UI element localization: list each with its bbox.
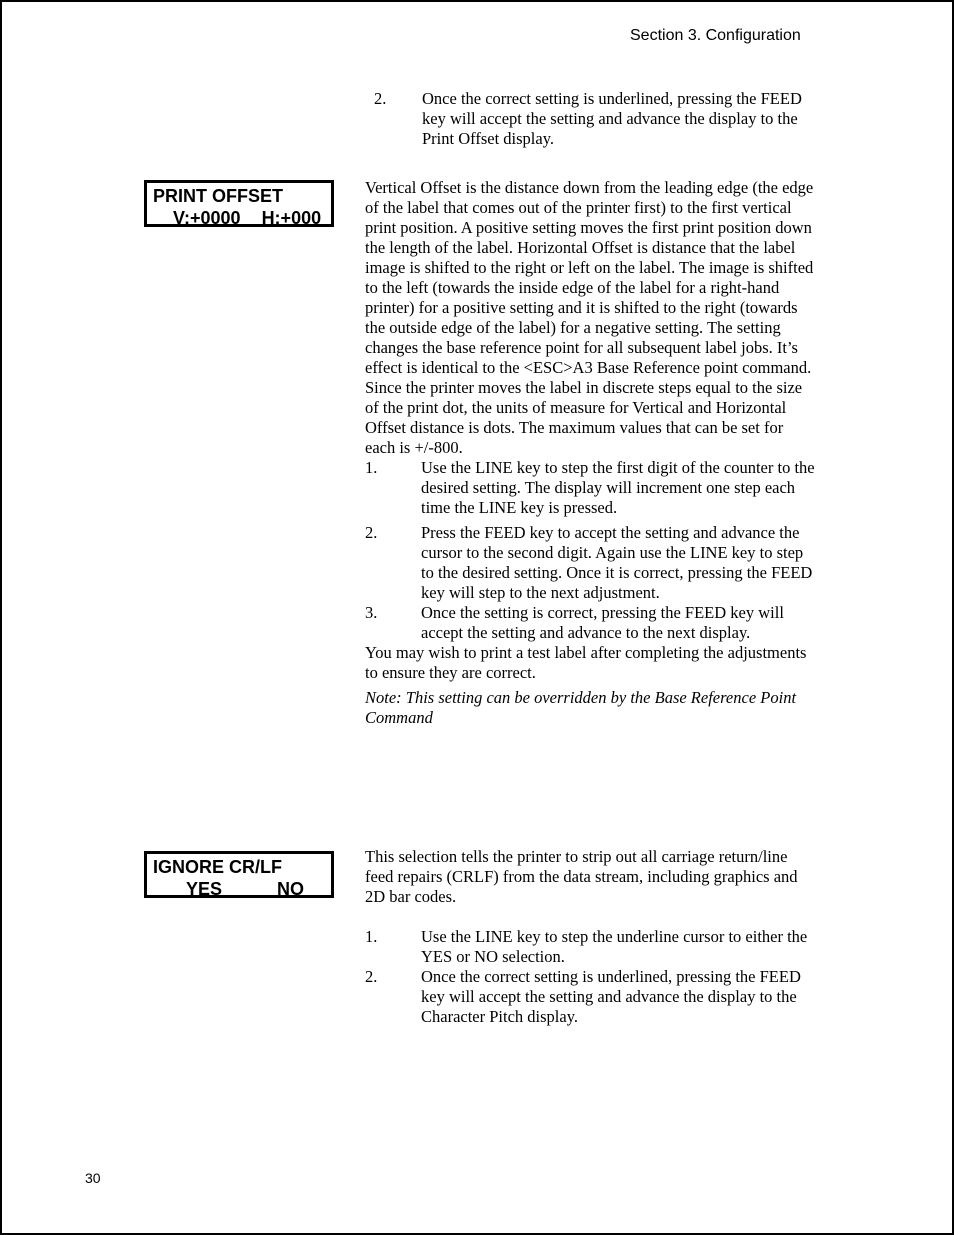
display-v-value: V:+0000: [173, 208, 241, 228]
display-values: [153, 207, 331, 229]
page-number: 30: [85, 1170, 101, 1186]
step-number: 2.: [365, 523, 378, 542]
display-yes-option: YES: [186, 879, 223, 899]
section-header: Section 3. Configuration: [630, 27, 801, 44]
step-text: Once the correct setting is underlined, pressing the FEED key will accept the setting and advance the display to the Print Offset display.: [422, 89, 802, 148]
step-text: Press the FEED key to accept the setting and advance the cursor to the second digit. Again use the LINE key to step to the desired setting. Once it is correct, pressing the FEED key will step to the next adjustment.: [421, 523, 813, 602]
list-item: [365, 967, 815, 1027]
ignore-crlf-section: [365, 847, 815, 1027]
step-text: Once the correct setting is underlined, pressing the FEED key will accept the setting and advance the display to the Character Pitch display.: [421, 967, 801, 1026]
list-item: [365, 927, 815, 967]
display-options: [153, 878, 331, 900]
step-number: 1.: [365, 927, 378, 946]
display-no-option: NO: [277, 879, 305, 899]
step-text: Once the setting is correct, pressing the FEED key will accept the setting and advance to the next display.: [421, 603, 784, 642]
description-paragraph: Vertical Offset is the distance down from the leading edge (the edge of the label that comes out of the printer first) to the first vertical print position. A positive setting moves the first print position down the length of the label. Horizontal Offset is distance that the label image is shifted to the right or left on the label. The image is shifted to the left (towards the inside edge of the label for a right-hand printer) for a positive setting and it is shifted to the right (towards the outside edge of the label) for a negative setting. The setting changes the base reference point for all subsequent label jobs. It’s effect is identical to the <ESC>A3 Base Reference point command. Since the printer moves the label in discrete steps equal to the size of the print dot, the units of measure for Vertical and Horizontal Offset distance is dots. The maximum values that can be set for each is +/-800.: [365, 178, 814, 457]
step-number: 3.: [365, 603, 378, 622]
step-text: Use the LINE key to step the underline cursor to either the YES or NO selection.: [421, 927, 808, 966]
note-paragraph: Note: This setting can be overridden by the Base Reference Point Command: [365, 688, 797, 727]
print-offset-section: [365, 178, 815, 728]
step-number: 1.: [365, 458, 378, 477]
list-item: [365, 603, 815, 643]
description-paragraph: This selection tells the printer to strip out all carriage return/line feed repairs (CRLF) from the data stream, including graphics and 2D bar codes.: [365, 847, 798, 906]
display-title: IGNORE CR/LF: [153, 857, 282, 877]
print-offset-display: [144, 180, 334, 227]
display-h-value: H:+000: [261, 208, 322, 228]
top-continuation-step: [374, 89, 804, 149]
list-item: [365, 523, 815, 603]
ignore-crlf-display: [144, 851, 334, 898]
closing-paragraph: You may wish to print a test label after completing the adjustments to ensure they are correct.: [365, 643, 807, 682]
list-item: [365, 458, 815, 518]
step-text: Use the LINE key to step the first digit of the counter to the desired setting. The display will increment one step each time the LINE key is pressed.: [421, 458, 815, 517]
step-number: 2.: [374, 89, 387, 108]
display-title: PRINT OFFSET: [153, 186, 283, 206]
step-number: 2.: [365, 967, 378, 986]
list-item: [374, 89, 804, 149]
